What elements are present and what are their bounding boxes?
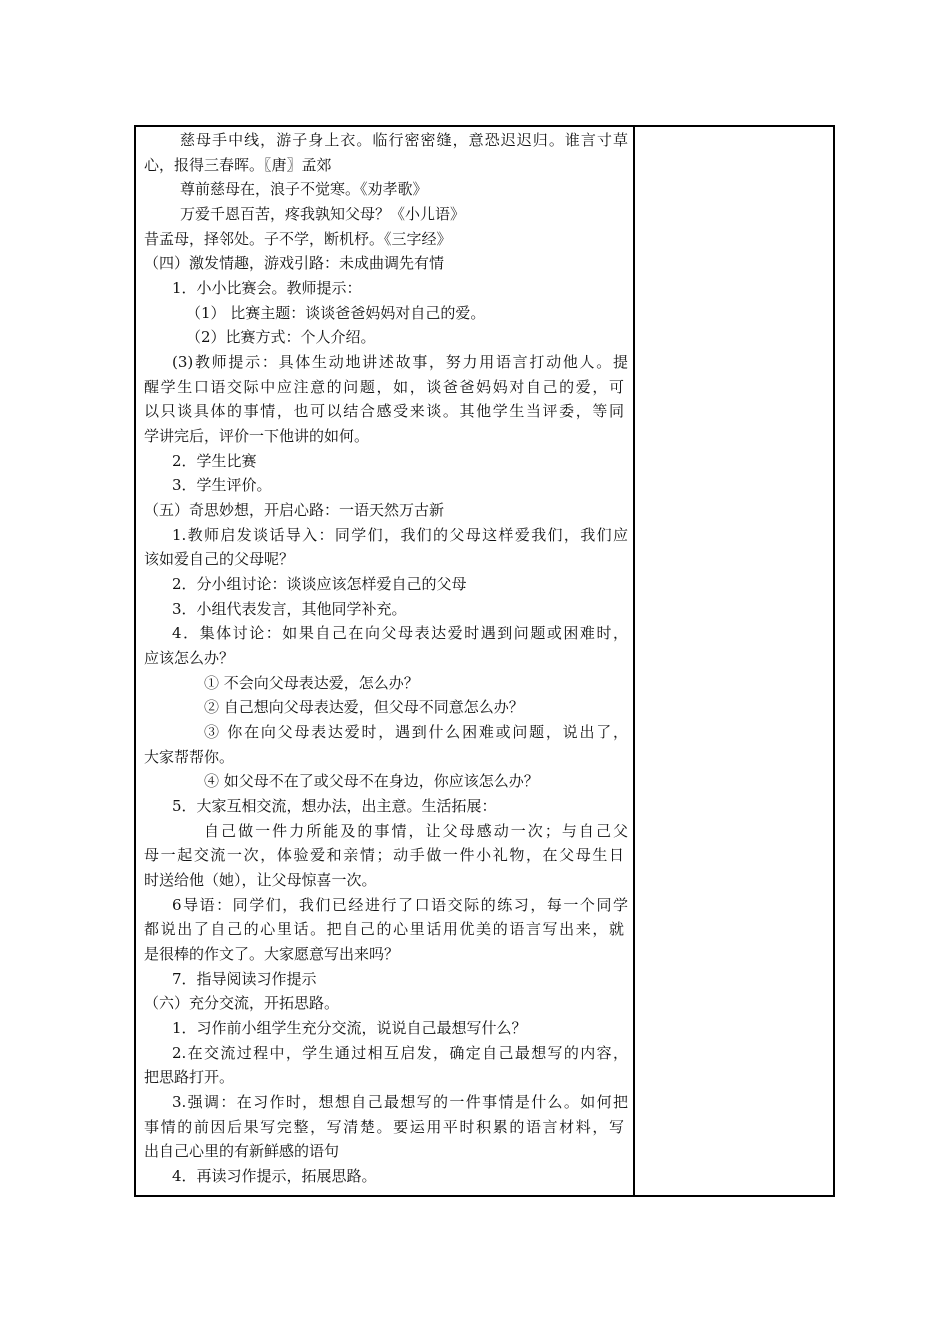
paragraph-line: 4．集体讨论：如果自己在向父母表达爱时遇到问题或困难时， <box>172 624 628 642</box>
paragraph-line: 学讲完后，评价一下他讲的如何。 <box>144 427 370 445</box>
list-item: 3．学生评价。 <box>172 476 272 494</box>
paragraph-line: 醒学生口语交际中应注意的问题，如，谈爸爸妈妈对自己的爱，可 <box>144 378 624 396</box>
section-heading: （五）奇思妙想，开启心路：一语天然万古新 <box>144 501 445 519</box>
paragraph-line: 都说出了自己的心里话。把自己的心里话用优美的语言写出来，就 <box>144 920 624 938</box>
list-item: 7．指导阅读习作提示 <box>172 970 317 988</box>
paragraph-line: 母一起交流一次，体验爱和亲情；动手做一件小礼物，在父母生日 <box>144 846 624 864</box>
paragraph-line: 大家帮帮你。 <box>144 748 235 766</box>
paragraph-line: 是很棒的作文了。大家愿意写出来吗？ <box>144 945 400 963</box>
paragraph-line: (3)教师提示：具体生动地讲述故事，努力用语言打动他人。提 <box>172 353 628 371</box>
section-heading: （六）充分交流，开拓思路。 <box>144 994 340 1012</box>
paragraph-line: 自己做一件力所能及的事情，让父母感动一次；与自己父 <box>204 822 628 840</box>
list-item: ① 不会向父母表达爱，怎么办？ <box>204 674 419 692</box>
list-item: ② 自己想向父母表达爱，但父母不同意怎么办？ <box>204 698 524 716</box>
list-item: 5．大家互相交流，想办法，出主意。生活拓展： <box>172 797 497 815</box>
list-item: （2）比赛方式：个人介绍。 <box>186 328 376 346</box>
poem-line: 尊前慈母在，浪子不觉寒。《劝孝歌》 <box>180 180 428 198</box>
list-item: 1．小小比赛会。教师提示： <box>172 279 362 297</box>
list-item: 2．分小组讨论：谈谈应该怎样爱自己的父母 <box>172 575 467 593</box>
poem-line: 昔孟母，择邻处。子不学，断机杼。《三字经》 <box>144 230 452 248</box>
paragraph-line: 1.教师启发谈话导入：同学们，我们的父母这样爱我们，我们应 <box>172 526 628 544</box>
paragraph-line: 事情的前因后果写完整，写清楚。要运用平时积累的语言材料，写 <box>144 1118 624 1136</box>
lesson-plan-table <box>134 125 835 1197</box>
poem-line: 慈母手中线，游子身上衣。临行密密缝，意恐迟迟归。谁言寸草 <box>180 131 628 149</box>
list-item: （1） 比赛主题：谈谈爸爸妈妈对自己的爱。 <box>186 304 486 322</box>
section-heading: （四）激发情趣，游戏引路：未成曲调先有情 <box>144 254 445 272</box>
paragraph-line: 该如爱自己的父母呢？ <box>144 550 295 568</box>
list-item: 3．小组代表发言，其他同学补充。 <box>172 600 407 618</box>
list-item: ③ 你在向父母表达爱时，遇到什么困难或问题，说出了， <box>204 723 628 741</box>
list-item: ④ 如父母不在了或父母不在身边，你应该怎么办？ <box>204 772 539 790</box>
paragraph-line: 应该怎么办？ <box>144 649 235 667</box>
paragraph-line: 把思路打开。 <box>144 1068 235 1086</box>
paragraph-line: 6导语：同学们，我们已经进行了口语交际的练习，每一个同学 <box>172 896 628 914</box>
paragraph-line: 以只谈具体的事情，也可以结合感受来谈。其他学生当评委，等同 <box>144 402 624 420</box>
poem-line: 心，报得三春晖。〖唐〗孟郊 <box>144 156 332 174</box>
list-item: 4．再读习作提示，拓展思路。 <box>172 1167 377 1185</box>
paragraph-line: 3.强调：在习作时，想想自己最想写的一件事情是什么。如何把 <box>172 1093 628 1111</box>
poem-line: 万爱千恩百苦，疼我孰知父母？《小儿语》 <box>180 205 466 223</box>
paragraph-line: 出自己心里的有新鲜感的语句 <box>144 1142 340 1160</box>
list-item: 1．习作前小组学生充分交流，说说自己最想写什么？ <box>172 1019 527 1037</box>
list-item: 2．学生比赛 <box>172 452 257 470</box>
notes-cell <box>635 127 833 1195</box>
paragraph-line: 时送给他（她），让父母惊喜一次。 <box>144 871 377 889</box>
paragraph-line: 2.在交流过程中，学生通过相互启发，确定自己最想写的内容， <box>172 1044 628 1062</box>
